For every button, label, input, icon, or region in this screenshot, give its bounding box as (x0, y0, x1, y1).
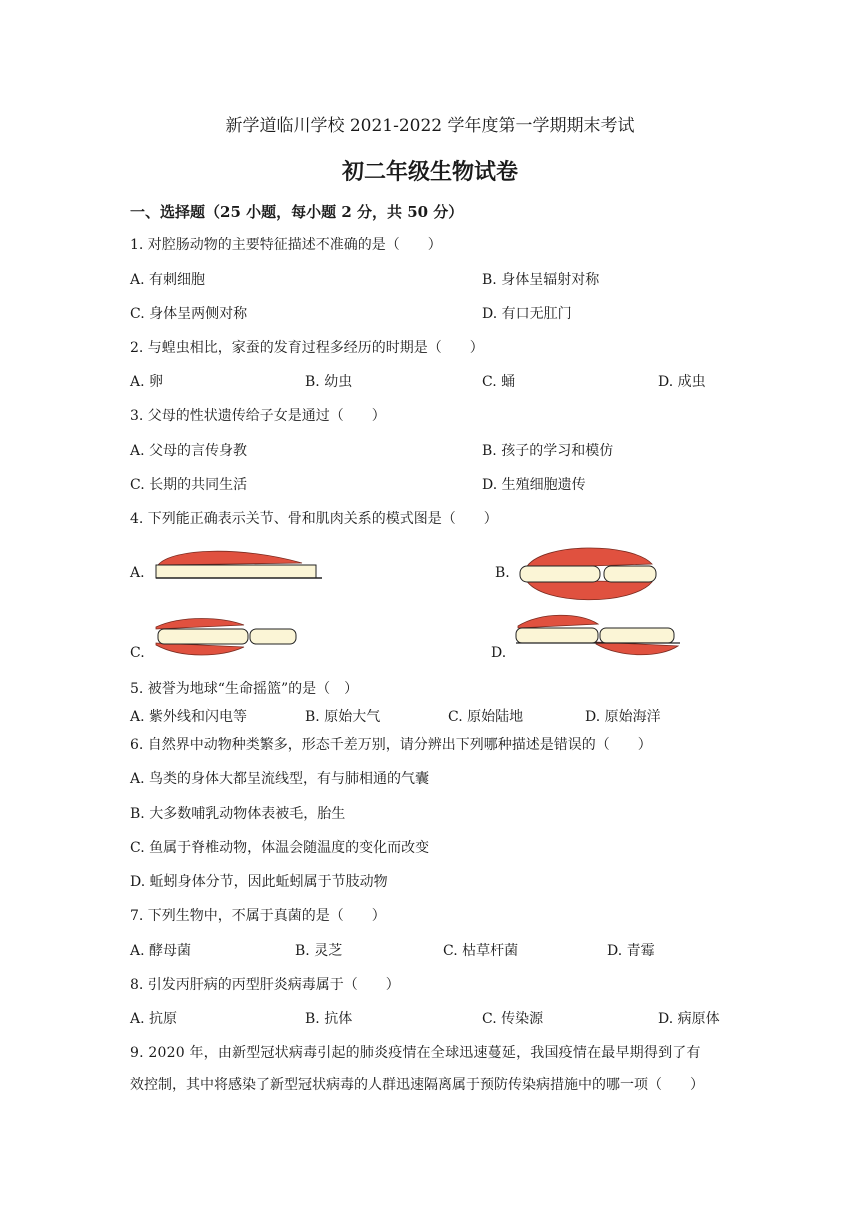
question-3-option-c: C. 长期的共同生活 (130, 477, 248, 493)
question-8-option-d: D. 病原体 (658, 1011, 720, 1027)
joint-diagram-a (152, 545, 324, 587)
question-2-option-c: C. 蛹 (482, 374, 516, 390)
question-8-stem: 8. 引发丙肝病的丙型肝炎病毒属于（ ） (130, 977, 400, 993)
question-1-option-a: A. 有刺细胞 (130, 272, 206, 288)
school-header: 新学道临川学校 2021-2022 学年度第一学期期末考试 (225, 116, 635, 136)
question-5-option-d: D. 原始海洋 (585, 709, 661, 725)
question-3-stem: 3. 父母的性状遗传给子女是通过（ ） (130, 408, 386, 424)
section-heading: 一、选择题（25 小题，每小题 2 分，共 50 分） (130, 203, 464, 221)
question-7-option-b: B. 灵芝 (295, 943, 343, 959)
question-2-option-d: D. 成虫 (658, 374, 706, 390)
question-6-option-b: B. 大多数哺乳动物体表被毛，胎生 (130, 806, 346, 822)
question-1-stem: 1. 对腔肠动物的主要特征描述不准确的是（ ） (130, 237, 442, 253)
question-1-option-b: B. 身体呈辐射对称 (482, 272, 600, 288)
question-4-option-d: D. (491, 645, 507, 661)
question-8-option-c: C. 传染源 (482, 1011, 544, 1027)
question-7-option-c: C. 枯草杆菌 (443, 943, 519, 959)
joint-diagram-b (512, 540, 662, 608)
question-4-option-a: A. (130, 565, 145, 581)
question-1-option-c: C. 身体呈两侧对称 (130, 306, 248, 322)
question-2-stem: 2. 与蝗虫相比，家蚕的发育过程多经历的时期是（ ） (130, 340, 484, 356)
question-8-option-b: B. 抗体 (305, 1011, 353, 1027)
question-6-option-a: A. 鸟类的身体大都呈流线型，有与肺相通的气囊 (130, 771, 430, 787)
question-4-option-b: B. (495, 565, 510, 581)
question-9-stem-line-1: 9. 2020 年，由新型冠状病毒引起的肺炎疫情在全球迅速蔓延，我国疫情在最早期得到了有 (130, 1045, 701, 1061)
question-3-option-b: B. 孩子的学习和模仿 (482, 443, 614, 459)
joint-diagram-c (152, 615, 302, 659)
question-7-stem: 7. 下列生物中，不属于真菌的是（ ） (130, 908, 386, 924)
question-1-option-d: D. 有口无肛门 (482, 306, 572, 322)
question-4-option-c: C. (130, 645, 145, 661)
question-6-option-c: C. 鱼属于脊椎动物，体温会随温度的变化而改变 (130, 840, 430, 856)
question-4-stem: 4. 下列能正确表示关节、骨和肌肉关系的模式图是（ ） (130, 511, 498, 527)
question-5-option-c: C. 原始陆地 (448, 709, 524, 725)
exam-title: 初二年级生物试卷 (341, 159, 518, 185)
joint-diagram-d (510, 612, 682, 660)
question-6-stem: 6. 自然界中动物种类繁多，形态千差万别，请分辨出下列哪种描述是错误的（ ） (130, 737, 652, 753)
question-8-option-a: A. 抗原 (130, 1011, 178, 1027)
question-3-option-a: A. 父母的言传身教 (130, 443, 248, 459)
question-2-option-a: A. 卵 (130, 374, 164, 390)
question-2-option-b: B. 幼虫 (305, 374, 353, 390)
question-9-stem-line-2: 效控制，其中将感染了新型冠状病毒的人群迅速隔离属于预防传染病措施中的哪一项（ ） (130, 1077, 704, 1093)
question-5-stem: 5. 被誉为地球“生命摇篮”的是（ ） (130, 681, 359, 697)
question-5-option-b: B. 原始大气 (305, 709, 381, 725)
question-7-option-a: A. 酵母菌 (130, 943, 192, 959)
question-3-option-d: D. 生殖细胞遗传 (482, 477, 586, 493)
question-6-option-d: D. 蚯蚓身体分节，因此蚯蚓属于节肢动物 (130, 874, 388, 890)
question-5-option-a: A. 紫外线和闪电等 (130, 709, 248, 725)
question-7-option-d: D. 青霉 (607, 943, 655, 959)
